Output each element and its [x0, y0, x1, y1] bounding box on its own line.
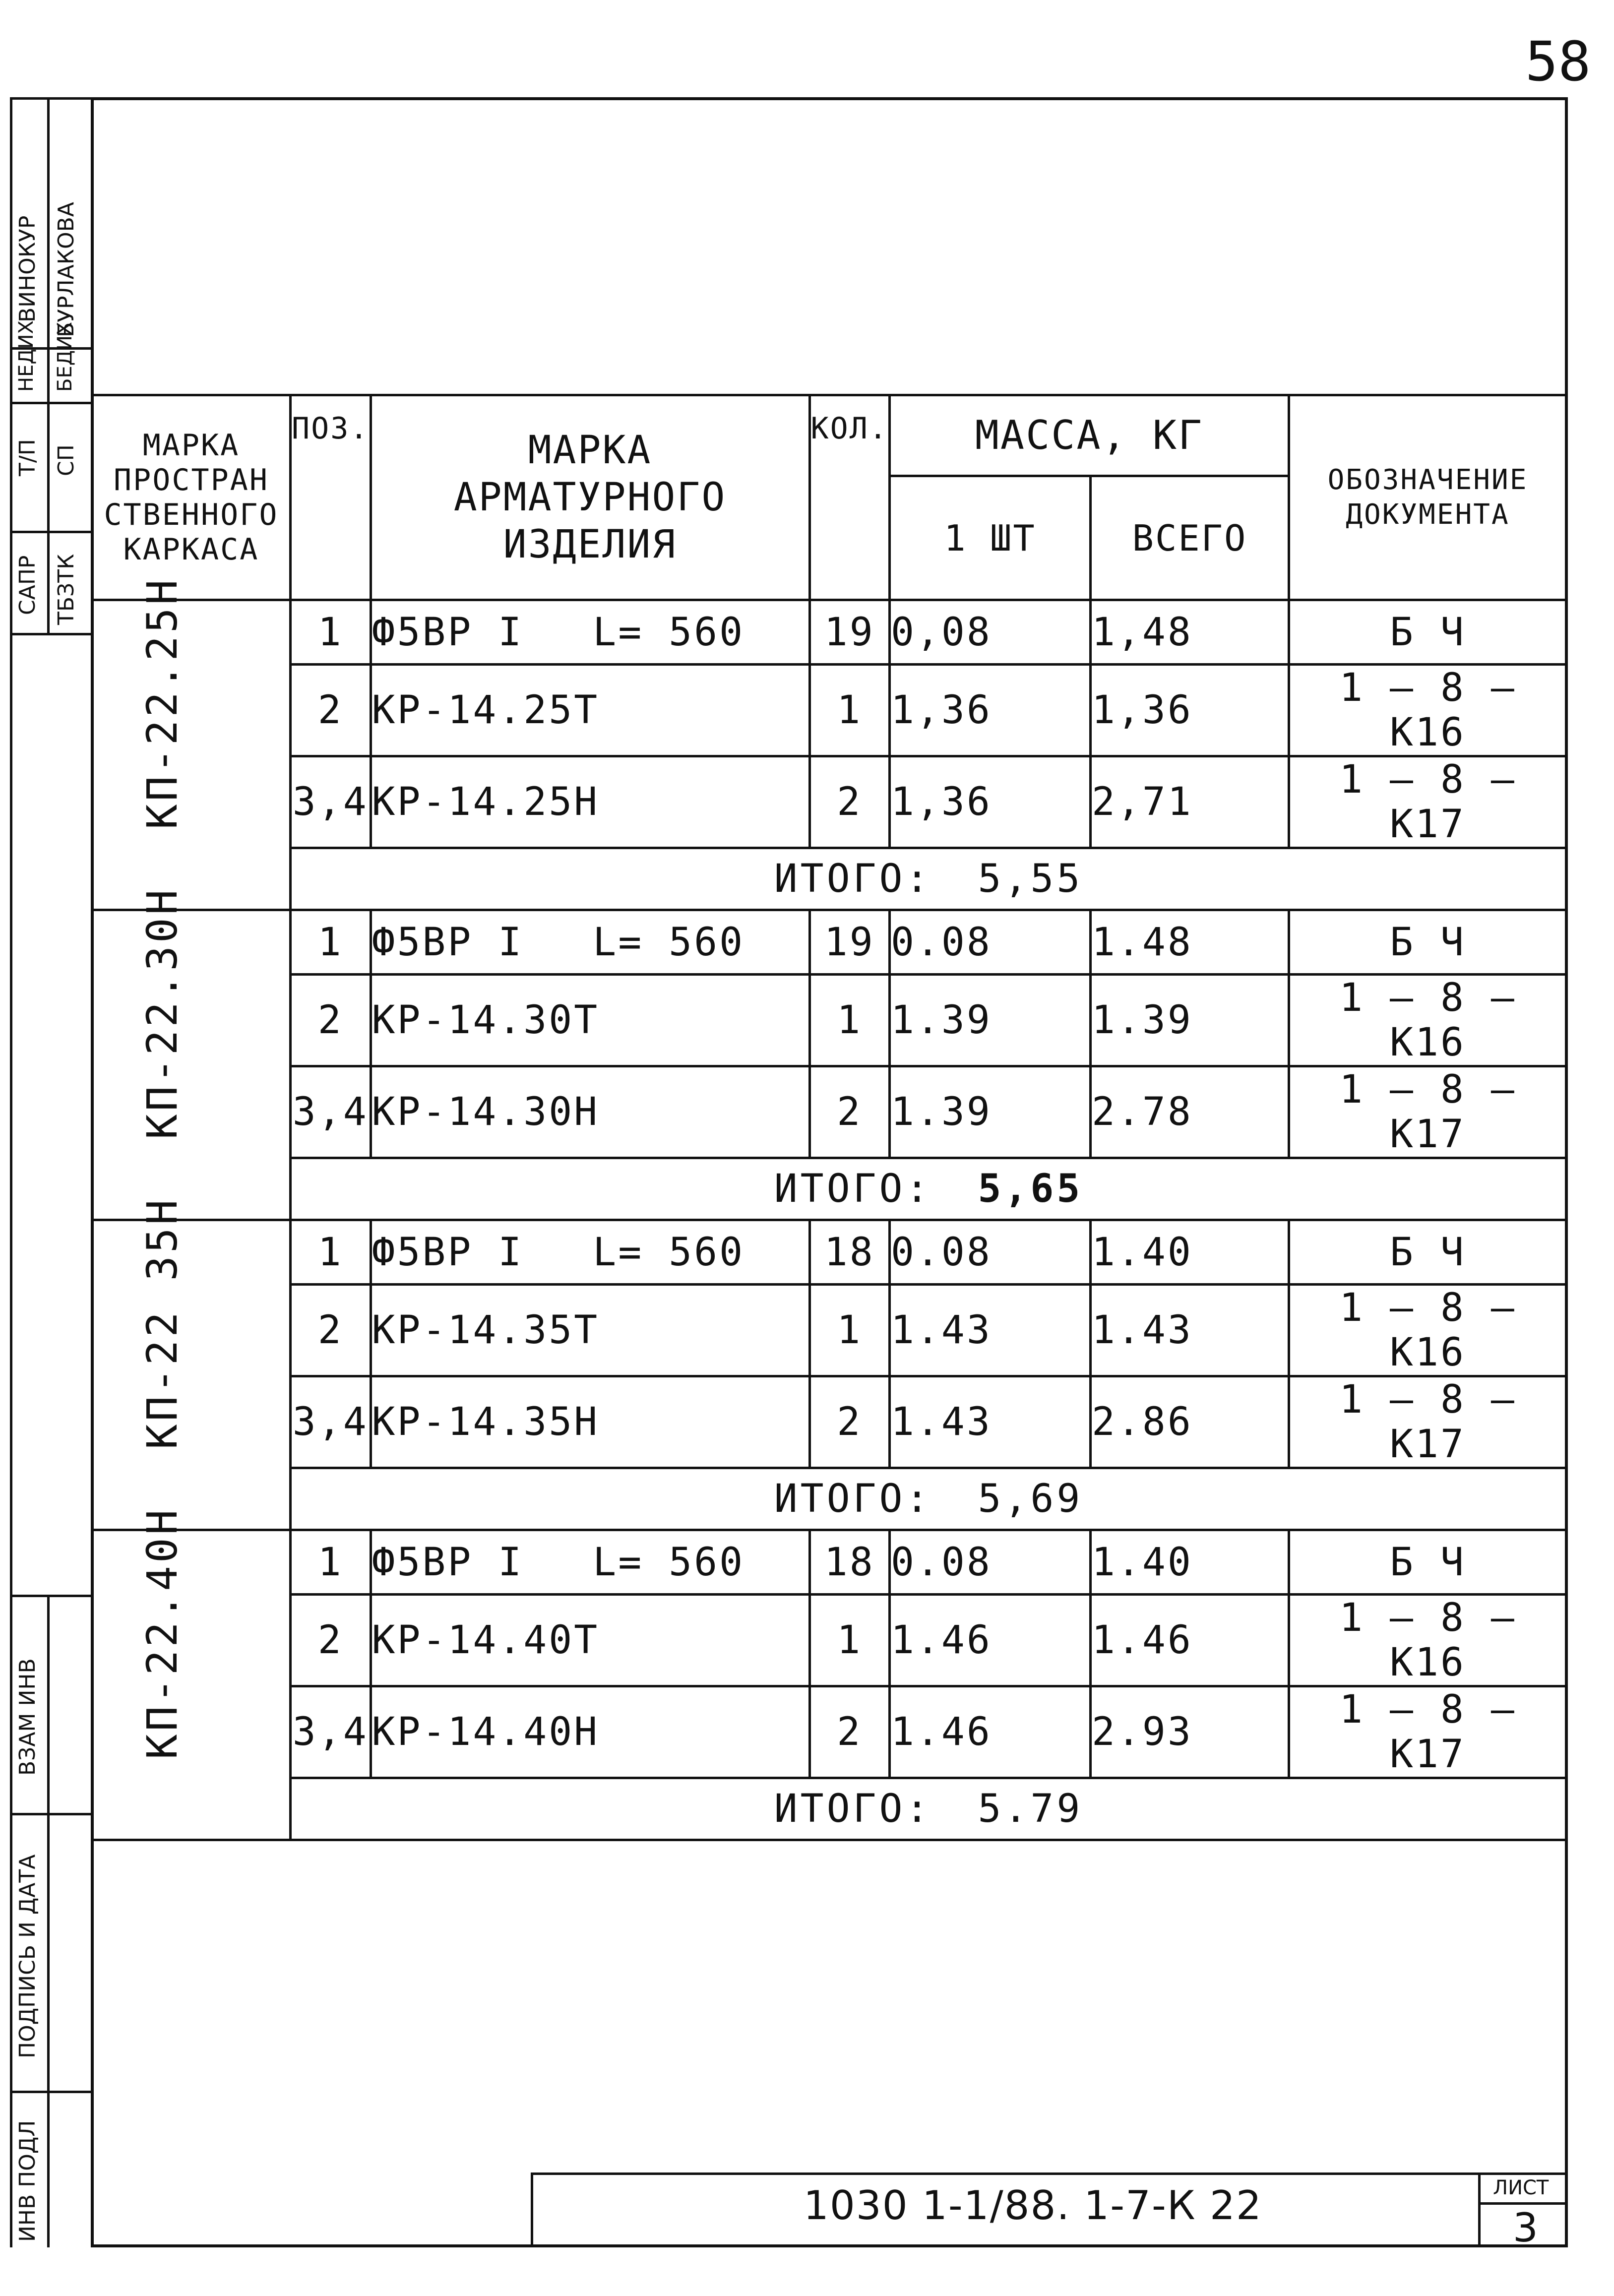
qty-cell: 2 [809, 1686, 890, 1778]
pos-cell: 3,4 [291, 1066, 371, 1158]
item-mark-cell: КР-14.35Т [371, 1285, 809, 1376]
pos-cell: 3,4 [291, 1686, 371, 1778]
item-mark-cell: КР-14.25Н [371, 756, 809, 848]
header-mass: МАССА, КГ [890, 395, 1289, 476]
header-item-line: ИЗДЕЛИЯ [503, 522, 677, 567]
mass-one-cell: 1.43 [890, 1376, 1091, 1468]
mass-total-cell: 2.86 [1091, 1376, 1289, 1468]
mass-total-cell: 1.46 [1091, 1595, 1289, 1686]
header-pos: ПОЗ. [291, 395, 371, 600]
item-mark-cell: КР-14.35Н [371, 1376, 809, 1468]
header-qty: КОЛ. [809, 395, 890, 600]
frame-mark-label: КП-22 35Н [138, 1196, 186, 1449]
pos-cell: 1 [291, 910, 371, 975]
mass-one-cell: 1.39 [890, 975, 1091, 1066]
item-mark-cell [371, 1530, 809, 1595]
pos-cell: 3,4 [291, 756, 371, 848]
stamp-inv-podl: ИНВ ПОДЛ [15, 2120, 40, 2242]
header-mass-total: ВСЕГО [1091, 476, 1289, 600]
stamp-role-1: Т/П [15, 439, 40, 476]
mass-one-cell: 1.43 [890, 1285, 1091, 1376]
stamp-mid-1: НЕДИХ [15, 320, 38, 392]
doc-cell: 1 – 8 — К16 [1289, 1595, 1567, 1686]
stamp-org-2: ТБЗТК [54, 554, 79, 625]
mass-total-cell: 1.39 [1091, 975, 1289, 1066]
total-label: ИТОГО: [774, 1167, 932, 1211]
mass-total-cell: 2.78 [1091, 1066, 1289, 1158]
pos-cell: 1 [291, 1220, 371, 1285]
stamp-org-1: САПР [15, 555, 40, 615]
header-item-mark [371, 395, 809, 600]
stamp-line [10, 97, 92, 100]
mass-total-cell: 1.40 [1091, 1220, 1289, 1285]
mass-one-cell: 0.08 [890, 1220, 1091, 1285]
stamp-line [10, 1595, 92, 1597]
mass-one-cell: 0.08 [890, 910, 1091, 975]
frame-mark-label: КП-22.30Н [138, 886, 186, 1139]
qty-cell: 1 [809, 975, 890, 1066]
mass-one-cell: 1.46 [890, 1595, 1091, 1686]
item-mark: Ф5ВР I [372, 610, 524, 655]
item-length: L= 560 [593, 610, 745, 655]
qty-cell: 19 [809, 600, 890, 665]
frame-mark-cell [92, 1506, 291, 1840]
header-frame-line: СТВЕННОГО [104, 497, 279, 532]
doc-cell: 1 – 8 — К16 [1289, 975, 1567, 1066]
total-value: 5.79 [978, 1787, 1083, 1831]
doc-cell: 1 – 8 — К17 [1289, 756, 1567, 848]
doc-cell: 1 – 8 — К16 [1289, 665, 1567, 756]
stamp-vzam-inv: ВЗАМ ИНВ [15, 1658, 40, 1776]
stamp-strip-divider [47, 97, 50, 633]
pos-cell: 3,4 [291, 1376, 371, 1468]
header-item-line: МАРКА [528, 428, 652, 473]
doc-cell: 1 – 8 — К17 [1289, 1066, 1567, 1158]
pos-cell: 2 [291, 975, 371, 1066]
qty-cell: 2 [809, 756, 890, 848]
frame-mark-label: КП-22.40Н [138, 1506, 186, 1759]
mass-one-cell: 1,36 [890, 756, 1091, 848]
header-frame-line: ПРОСТРАН [114, 463, 269, 497]
item-mark-cell: КР-14.40Н [371, 1686, 809, 1778]
stamp-line [10, 531, 92, 533]
stamp-name-2: БУРЛАКОВА [54, 202, 79, 337]
mass-one-cell: 1.46 [890, 1686, 1091, 1778]
mass-total-cell: 1.40 [1091, 1530, 1289, 1595]
stamp-line [10, 633, 92, 635]
header-doc-line: ОБОЗНАЧЕНИЕ [1327, 464, 1528, 496]
doc-cell: Б Ч [1289, 1530, 1567, 1595]
sheet-label: ЛИСТ [1493, 2176, 1549, 2199]
pos-cell: 2 [291, 1285, 371, 1376]
mass-one-cell: 0.08 [890, 1530, 1091, 1595]
group-total-row [291, 1468, 1567, 1530]
total-value: 5,65 [978, 1167, 1083, 1211]
pos-cell: 1 [291, 600, 371, 665]
qty-cell: 2 [809, 1066, 890, 1158]
item-mark-cell: КР-14.30Н [371, 1066, 809, 1158]
stamp-line [10, 402, 92, 404]
item-length: L= 560 [593, 1540, 745, 1585]
item-mark-cell: КР-14.30Т [371, 975, 809, 1066]
item-mark-cell [371, 600, 809, 665]
page-number: 58 [1525, 30, 1591, 93]
mass-total-cell: 1.43 [1091, 1285, 1289, 1376]
header-frame-line: КАРКАСА [123, 532, 259, 567]
header-document [1289, 395, 1567, 600]
stamp-mid-2: БЕДИХ [54, 321, 76, 392]
item-mark-cell [371, 910, 809, 975]
mass-total-cell: 1,48 [1091, 600, 1289, 665]
mass-one-cell: 1.39 [890, 1066, 1091, 1158]
specification-table [91, 394, 1568, 1841]
pos-cell: 2 [291, 1595, 371, 1686]
item-length: L= 560 [593, 1230, 745, 1275]
doc-cell: Б Ч [1289, 600, 1567, 665]
header-mass-one: 1 ШТ [890, 476, 1091, 600]
doc-cell: Б Ч [1289, 910, 1567, 975]
header-frame-line: МАРКА [142, 428, 240, 463]
document-code: 1030 1-1/88. 1-7-К 22 [804, 2182, 1262, 2229]
group-total-row [291, 1158, 1567, 1220]
frame-mark-cell [92, 1196, 291, 1530]
total-label: ИТОГО: [774, 1477, 932, 1521]
frame-mark-cell [92, 576, 291, 910]
stamp-strip-divider-bottom [47, 1595, 50, 2247]
total-value: 5,69 [978, 1477, 1083, 1521]
stamp-role-2: СП [54, 444, 79, 476]
mass-one-cell: 1,36 [890, 665, 1091, 756]
item-mark: Ф5ВР I [372, 1230, 524, 1275]
doc-cell: 1 – 8 — К17 [1289, 1376, 1567, 1468]
total-value: 5,55 [978, 857, 1083, 901]
mass-total-cell: 1.48 [1091, 910, 1289, 975]
qty-cell: 18 [809, 1530, 890, 1595]
qty-cell: 19 [809, 910, 890, 975]
total-label: ИТОГО: [774, 1787, 932, 1831]
stamp-strip-left-edge [10, 97, 12, 2247]
item-mark: Ф5ВР I [372, 920, 524, 965]
stamp-line [10, 1813, 92, 1815]
qty-cell: 18 [809, 1220, 890, 1285]
item-mark: Ф5ВР I [372, 1540, 524, 1585]
stamp-name-1: ВИНОКУР [15, 215, 40, 322]
pos-cell: 2 [291, 665, 371, 756]
doc-cell: Б Ч [1289, 1220, 1567, 1285]
qty-cell: 1 [809, 665, 890, 756]
qty-cell: 2 [809, 1376, 890, 1468]
mass-one-cell: 0,08 [890, 600, 1091, 665]
qty-cell: 1 [809, 1285, 890, 1376]
stamp-line [10, 2091, 92, 2093]
sheet-number: 3 [1513, 2205, 1538, 2251]
header-doc-line: ДОКУМЕНТА [1346, 498, 1510, 531]
frame-mark-cell [92, 886, 291, 1220]
header-frame-mark [92, 395, 291, 600]
item-mark-cell: КР-14.25Т [371, 665, 809, 756]
group-total-row [291, 1778, 1567, 1840]
qty-cell: 1 [809, 1595, 890, 1686]
stamp-signature-date: ПОДПИСЬ И ДАТА [15, 1854, 40, 2058]
item-mark-cell: КР-14.40Т [371, 1595, 809, 1686]
frame-mark-label: КП-22.25Н [138, 576, 186, 829]
doc-cell: 1 – 8 — К17 [1289, 1686, 1567, 1778]
mass-total-cell: 2.93 [1091, 1686, 1289, 1778]
total-label: ИТОГО: [774, 857, 932, 901]
mass-total-cell: 2,71 [1091, 756, 1289, 848]
item-length: L= 560 [593, 920, 745, 965]
item-mark-cell [371, 1220, 809, 1285]
header-item-line: АРМАТУРНОГО [453, 475, 727, 520]
group-total-row [291, 848, 1567, 910]
mass-total-cell: 1,36 [1091, 665, 1289, 756]
pos-cell: 1 [291, 1530, 371, 1595]
doc-cell: 1 – 8 — К16 [1289, 1285, 1567, 1376]
